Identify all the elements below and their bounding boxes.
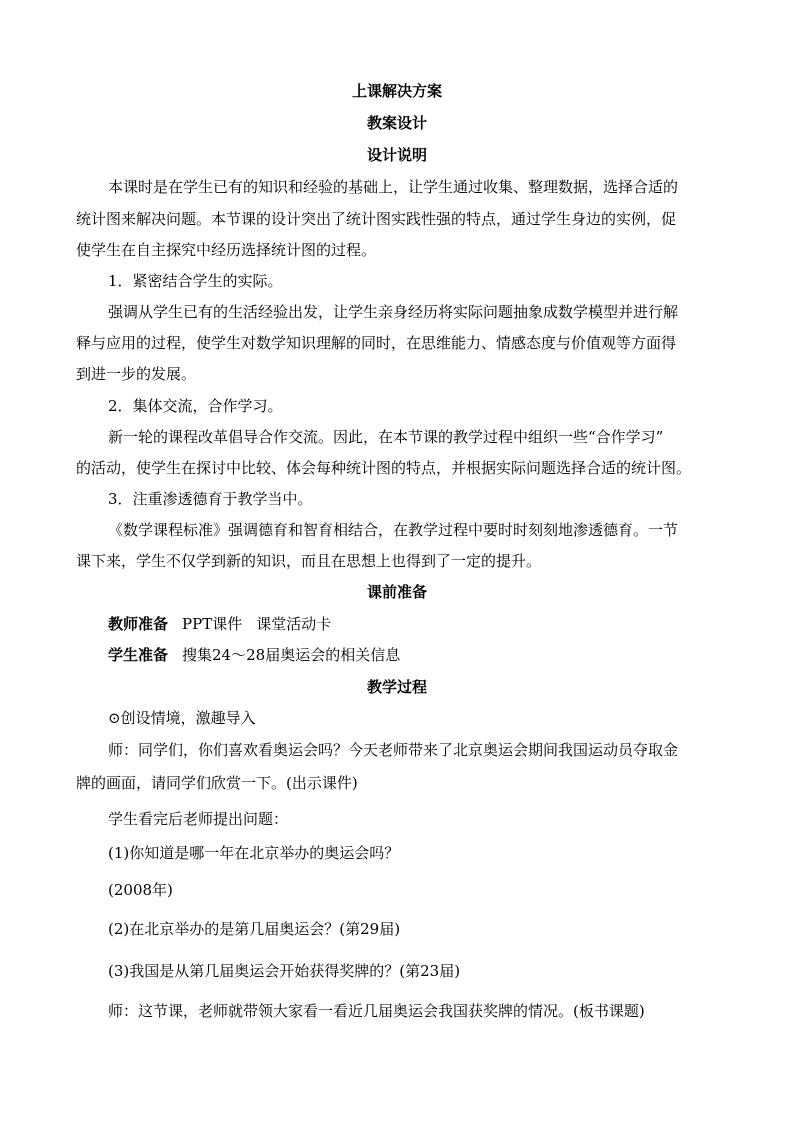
teacher-preparation bbox=[108, 614, 331, 634]
answer-1: (2008年) bbox=[108, 881, 173, 899]
point-3-line-1: 《数学课程标准》强调德育和智育相结合，在教学过程中要时时刻刻地渗透德育。一节 bbox=[108, 521, 679, 539]
teaching-process-heading: 教学过程 bbox=[366, 678, 427, 696]
point-2-heading: 2．集体交流，合作学习。 bbox=[108, 397, 283, 415]
teacher-speech-1-line-1: 师：同学们，你们喜欢看奥运会吗？今天老师带来了北京奥运会期间我国运动员夺取金 bbox=[108, 741, 679, 759]
teacher-preparation-item-2: 课堂活动卡 bbox=[256, 615, 332, 633]
teacher-speech-1-line-2: 牌的画面，请同学们欣赏一下。(出示课件) bbox=[76, 774, 358, 792]
question-3: (3)我国是从第几届奥运会开始获得奖牌的？(第23届) bbox=[108, 962, 461, 980]
main-title: 上课解决方案 bbox=[351, 82, 442, 100]
point-2-line-1: 新一轮的课程改革倡导合作交流。因此，在本节课的教学过程中组织一些“合作学习” bbox=[108, 428, 664, 446]
point-1-heading: 1．紧密结合学生的实际。 bbox=[108, 272, 283, 290]
teacher-preparation-label: 教师准备 bbox=[108, 615, 169, 633]
student-preparation-label: 学生准备 bbox=[108, 646, 169, 664]
process-section-1: ⊙创设情境，激趣导入 bbox=[108, 709, 256, 727]
teacher-preparation-item-1: PPT课件 bbox=[182, 615, 243, 633]
point-3-heading: 3．注重渗透德育于教学当中。 bbox=[108, 490, 313, 508]
lesson-design-heading: 教案设计 bbox=[366, 114, 427, 132]
intro-line-2: 统计图来解决问题。本节课的设计突出了统计图实践性强的特点，通过学生身边的实例，促 bbox=[76, 210, 677, 228]
intro-line-1: 本课时是在学生已有的知识和经验的基础上，让学生通过收集、整理数据，选择合适的 bbox=[108, 178, 679, 196]
intro-line-3: 使学生在自主探究中经历选择统计图的过程。 bbox=[76, 241, 377, 259]
student-preparation bbox=[108, 645, 400, 665]
design-notes-heading: 设计说明 bbox=[366, 146, 427, 164]
question-1: (1)你知道是哪一年在北京举办的奥运会吗？ bbox=[108, 844, 400, 862]
point-1-line-1: 强调从学生已有的生活经验出发，让学生亲身经历将实际问题抽象成数学模型并进行解 bbox=[108, 303, 679, 321]
after-watch-text: 学生看完后老师提出问题： bbox=[108, 810, 289, 828]
student-preparation-item: 搜集24～28届奥运会的相关信息 bbox=[182, 646, 401, 664]
teacher-speech-2: 师：这节课，老师就带领大家看一看近几届奥运会我国获奖牌的情况。(板书课题) bbox=[108, 1002, 645, 1020]
preparation-heading: 课前准备 bbox=[366, 583, 427, 601]
point-2-line-2: 的活动，使学生在探讨中比较、体会每种统计图的特点，并根据实际问题选择合适的统计图。 bbox=[76, 459, 692, 477]
point-1-line-2: 释与应用的过程，使学生对数学知识理解的同时，在思维能力、情感态度与价值观等方面得 bbox=[76, 334, 677, 352]
point-3-line-2: 课下来，学生不仅学到新的知识，而且在思想上也得到了一定的提升。 bbox=[76, 552, 542, 570]
point-1-line-3: 到进一步的发展。 bbox=[76, 365, 197, 383]
question-2: (2)在北京举办的是第几届奥运会？(第29届) bbox=[108, 920, 401, 938]
